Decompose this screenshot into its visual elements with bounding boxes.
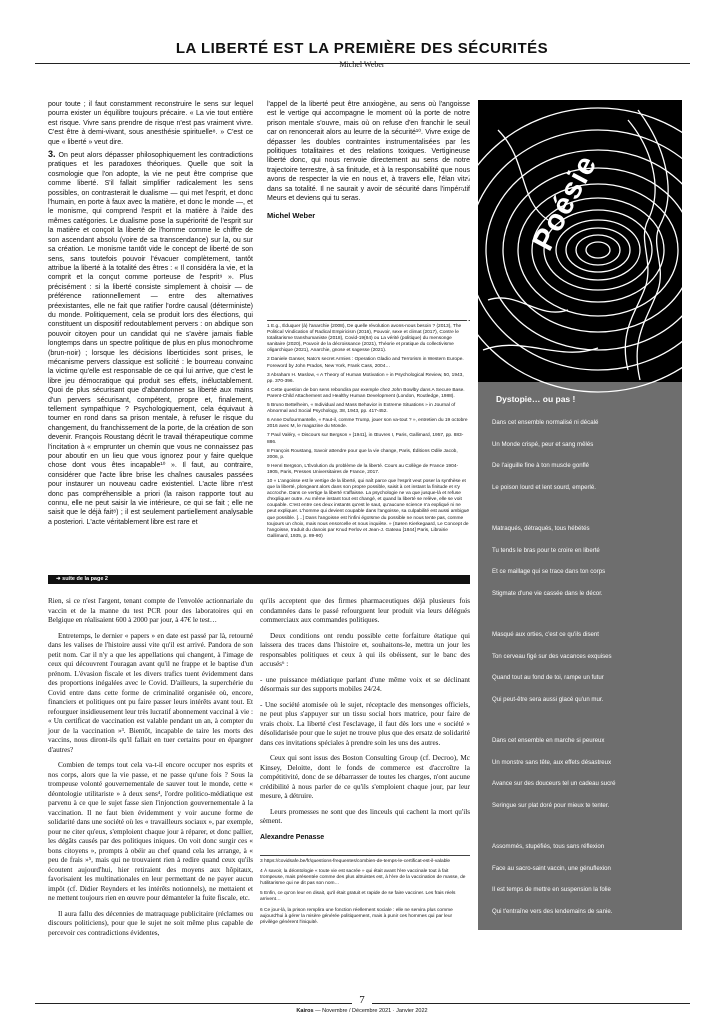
poem-line: Qui peut-être sera aussi glacé qu'un mur. (492, 695, 604, 703)
article-column-2 (267, 100, 470, 320)
poem-line: Le poison lourd et lent sourd, emperlé. (492, 483, 596, 491)
article-paragraph-text: On peut alors dépasser philosophiquement les contradictions pratiques et les paradoxes théoriques. Quelle que soit la cosmologie que l'on adopte, la vie ne peut être comprise que comme liberté. S'il fallait simplifier radicalement les sens possibles, on contrasterait le dualisme — qui met l'esprit, et donc l'humain, en porte à faux avec la matière, et donc le monde —, et le monisme, qui comprend l'esprit et la matière à l'aide des mêmes catégories. Le dualisme pose la supériorité de l'esprit sur la matière et conçoit la liberté de l'homme comme le chiffre de son ascendant absolu (voire de sa transcendance) sur la, ou sur sa création. Le monisme tantôt vide le concept de liberté de son sens, sans toutefois pouvoir l'évacuer complètement, tantôt attribue la liberté à la totalité des êtres : « Il considéra la vie, et la comprit et la conçut comme porteuse de l'esprit⁹ ». Plus précisément : si la liberté consiste simplement à choisir — de préférence rationnellement — entre des alternatives préexistantes, elle ne fait que ratifier l'ordre causal (déterministe) du monde. Politiquement, cela se produit lors des élections, qui constituent un dispositif redoutablement pervers : on abdique son pouvoir citoyen pour un candidat qui ne s'avère jamais fiable longtemps dans un spectre politique de plus en plus monochrome (brun-noir) ; lorsque les décisions liberticides sont prises, le mécanisme pervers classique est sollicité : le bourreau convainc la victime qu'elle est responsable de ce qui lui arrive, que c'est le libre jeu démocratique qui produit ses effets, inéluctablement. Quoi de plus sécurisant que d'abandonner sa liberté aux mains d'un pervers sécurisant, compétent, propre et, finalement, tellement sympathique ? Psychologiquement, cela équivaut à tourner en rond dans sa prison mentale, à refuser le risque du changement, du franchissement de la porte, de la création de son devenir. François Roustang décrit le travail thérapeutique comme l'incitation à « emprunter un chemin que vous ne connaissez pas pour aboutir en un lieu que vous ignorez pour y faire quelque chose dont vous êtes incapable¹⁰ ». Il faut, au contraire, considérer que l'acte libre brise les chaînes causales passées pour instaurer un nouveau cadre existentiel. L'acte libre n'est donc pas compréhensible a priori (la raison rapporte tout au connu, elle ne peut saisir la vie intérieure, ce qui se fait ; elle ne saisit que le déjà fait⁸) ; il est seulement partiellement analysable a posteriori. L'acte véritablement libre est rare et (48, 152, 253, 526)
article-paragraph: Ceux qui sont issus des Boston Consulting Group (cf. Decroo), Mc Kinsey, Deloitte, dont le fonds de commerce est d'accroître la compétitivité, donc de se débarrasser de toutes les charges, n'ont aucune crédibilité à nous parler de ce qu'ils s'emploient chaque jour, par leur mesure, à détruire. (260, 754, 470, 800)
poem-illustration (478, 100, 682, 382)
footnote: 3 https://covidsafe.be/fr/questions-frequentes/combien-de-temps-le-certificat-est-il-valable (260, 859, 451, 864)
footnote: 8 François Roustang, Savoir attendre pour que la vie change, Paris, Éditions Odile Jacob, 2006, p. (267, 448, 458, 460)
footnote: 4 À savoir, la déontologie « toute vie est sacrée » qui était avant l'ère vaccinale tout à fait trompeuse, mais présentée comme des plus altruistes est, à l'ère de la vaccination de masse, de l'utilitarisme qui ne dit pas son nom… (260, 869, 466, 887)
poem-line: Quand tout au fond de toi, rampe un futur (492, 674, 604, 681)
article-paragraph: Rien, si ce n'est l'argent, tenant compte de l'envolée actionnariale du vaccin et de la manne du test PCR pour des laboratoires qui en Belgique en réalisaient 600 à 2000 par jour, à 47€ le test… (48, 597, 253, 624)
article-paragraph: - une puissance médiatique parlant d'une même voix et se déclinant désormais sur des supports mobiles 24/24. (260, 675, 470, 693)
poem-line: Dans cet ensemble en marche si peureux (492, 737, 605, 744)
poem-line: Masqué aux orties, c'est ce qu'ils disent (492, 631, 599, 638)
section-number: 3. (48, 149, 56, 160)
poem-title: Dystopie… ou pas ! (496, 394, 576, 404)
footnote: 4 Cette question de bon sens rebondira par exemple chez John Bowlby dans A Secure Base. Parent-Child Attachement and Healthy Human Development (London, Routledge, 1988). (267, 387, 465, 399)
footnote: 5 Bruno Bettelheim, « Individual and Mass Behavior in Extreme Situations » in Journal of Abnormal and Social Psychology, 38, 1943, pp. 417-452. (267, 403, 456, 415)
article-paragraph: - Une société atomisée où le sujet, réceptacle des mensonges officiels, ne peut plus s'appuyer sur un tissu social hors matrice, pour faire de vrais choix. La liberté c'est l'esclavage, il faut dès lors une « société » désolidarisée pour que le sujet ne trouve plus que des ersatz de solidarité dans ces invitations spéciales à prendre soin les uns des autres. (260, 700, 470, 747)
poem-stanza (492, 518, 682, 604)
second-article-column-1 (48, 597, 253, 945)
continued-from-banner: ➜ suite de la page 2 (48, 575, 470, 584)
footnote: 9 Henri Bergson, L'Évolution du problème de la liberté. Cours au Collège de France 1904-1905, Paris, Presses Universitaires de France, 2017. (267, 463, 459, 475)
swirl-illustration (478, 100, 682, 382)
poem-line: Ton cerveau figé sur des vacances exquises (492, 652, 612, 660)
poem-illustration-word: Poésie (526, 149, 604, 256)
article-paragraph (48, 150, 253, 527)
article-paragraph: l'appel de la liberté peut être anxiogène, au sens où l'angoisse est le vertige qui accompagne le moment où la porte de notre prison mentale s'ouvre, mais où on refuse d'en franchir le seuil car on renoncerait alors au leurre de la sécurité¹⁰. Vivre exige de dépasser les doubles contraintes instrumentalisées par les politiques totalitaires et des relations toxiques. Vertigineuse liberté donc, qui nous renvoie directement au sens de notre trajectoire terrestre, à sa finitude, et à la responsabilité que nous avons de respecter la vie en nous et, à travers elle, l'élan vital dans sa totalité. Il ne saurait y avoir de sécurité dans l'impératif Meurs et deviens qui tu seras. (267, 101, 470, 203)
poem-line: De l'aiguille fine à ton muscle gonflé (492, 462, 590, 469)
poem-sidebar (478, 100, 682, 976)
page-number: 7 (352, 994, 372, 1006)
header-rule (35, 63, 690, 64)
poem-line: Il est temps de mettre en suspension la folie (492, 886, 611, 893)
second-footnotes (260, 855, 470, 955)
article-paragraph: Il aura fallu des décennies de matraquage publicitaire (réclames ou discours politiciens), pour que le sujet ne soit même plus capable de percevoir ces contradictions évidentes, (48, 909, 253, 937)
footnote: 10 « L'angoisse est le vertige de la liberté, qui naît parce que l'esprit veut poser la synthèse et que la liberté, plongeant alors dans son propre possible, saisit à cet instant la finitude et s'y accroche. Dans ce vertige la liberté s'affaisse. La psychologie ne va que jusque-là et refuse d'expliquer outre. Au même instant tout est changé, et quand la liberté se relève, elle se voit coupable. C'est entre ces deux instants qu'est le saut, qu'aucune science n'a expliqué ni ne peut expliquer. L'homme qui devient coupable dans l'angoisse, sa culpabilité est aussi ambiguë que possible. […] Dans l'angoisse est l'infini égoïsme du possible ne nous tente pas, comme toujours un choix, mais nous ensorcelle et nous inquiète. » (Søren Kierkegaard, Le Concept de l'angoisse, traduit du danois par Knud Ferlov et Jean-J. Gateau [1844] Paris, Librairie Gallimard, 1935, p. 89-90) (267, 478, 470, 539)
footnote: 1 E.g., Éduquer (à) l'anarchie (2008), De quelle révolution avons-nous besoin ? (2013), The Political Vindication of Radical Empiricism (2016), Pouvoir, sexe et climat (2017), Contre le totalitarisme transhumaniste (2018), Covid-19(84) ou La vérité (politique) du mensonge sanitaire (2020), Pouvoir de la décroissance (2021), Théorie et pratique du collectivisme oligarchique (2021), Anarchie, gnose et sagesse (2021). (267, 324, 462, 354)
article-signature: Alexandre Penasse (260, 833, 325, 841)
poem-line: Et ce maillage qui se trace dans ton corps (492, 568, 606, 575)
poem-stanza (492, 412, 682, 498)
article-paragraph: Deux conditions ont rendu possible cette forfaiture étatique qui laissera des traces dans l'histoire et, souhaitons-le, mettra un jour les responsables politiques et ceux à qui ils obéissent, sur le banc des accusés⁶ : (260, 631, 470, 668)
article-paragraph: Leurs promesses ne sont que des linceuls qui cachent la mort qu'ils sèment. (260, 807, 470, 825)
poem-line: Assommés, stupéfiés, tous sans réflexion (492, 843, 605, 850)
article-paragraph: Entretemps, le dernier « papers » en date est passé par là, retourné dans les valises de l'histoire aussi vite qu'il est arrivé. Pandora de son petit nom. Car il n'y a que les appellations qui changent, à l'image de ceux qui découvrent l'ouragan avant qu'il ne frappe et le baptise d'un prénom. L'évasion fiscale et les divers trafics tuent évidemment dans des proportions inégalées avec le Covid. D'ailleurs, la superchérie du Covid entre dans cette forme de criminalité organisée où, encore, financiers et politiques ont pu faire passer leurs intérêts avant tout. Et refourguer insidieusement leur très lucratif abonnement vaccinal à vie : « Un certificat de vaccination est valable pendant un an, à compter du jour de la vaccination »³. Bientôt, incapable de taire les morts des vaccins, nous diront-ils qu'il fallait en tuer certains pour en épargner d'autres? (48, 631, 253, 754)
footer-publication (0, 1008, 724, 1014)
poem-line: Un Monde crispé, peur et sang mêlés (492, 440, 594, 448)
footnote: 7 Paul Valéry, « Discours sur Bergson » [1941], in Œuvres I, Paris, Gallimard, 1957, pp. 883-886. (267, 433, 464, 445)
poem-line: Un monstre sans tête, aux effets désastreux (492, 758, 612, 766)
article-column-1 (48, 100, 253, 570)
poem-line: Tu tends le bras pour te croire en liberté (492, 546, 600, 554)
page-header (0, 40, 724, 69)
header-author: Michel Weber (339, 60, 385, 69)
footnote: 5 Enfin, ce qu'on leur en disait, qu'il était gratuit et rapide de se faire vacciner. Les frais réels arrivent… (260, 891, 456, 903)
poem-line: Dans cet ensemble normalisé ni décalé (492, 419, 599, 426)
article-paragraph: pour toute ; il faut constamment reconstruire le sens sur lequel pourra exister un équilibre toujours précaire. « La vie tout entière est risque. Vivre sans prendre de risque n'est pas vraiment vivre. C'est être à demi-vivant, sous anesthésie spirituelle⁸. » C'est ce que « liberté » veut dire. (48, 101, 253, 146)
footnotes (267, 320, 470, 570)
page-title: LA LIBERTÉ EST LA PREMIÈRE DES SÉCURITÉS (175, 40, 549, 57)
poem-body (478, 404, 682, 922)
article-paragraph: Combien de temps tout cela va-t-il encore occuper nos esprits et nos corps, alors que la vie passe, et ne passe qu'une fois ? Sous la trompeuse volonté gouvernementale de sauver tout le monde, cette « déontologie utilitariste » à deux sens⁴, l'ordre politico-médiatique est parvenu à ce que le sujet fasse sien l'injonction gouvernementale à la vaccination. Il ne faut bien évidemment y voir aucune forme de solidarité dans une société où les « travailleurs sociaux », par exemple, pour ne citer qu'eux, s'emploient chaque jour à réparer, et donc pallier, les dégâts causés par des politiques iniques. On voit donc surgir ces « bons citoyens », prompts à obéir au chef quand cela les arrange, à « peu de frais »⁵, mais qui ne trouvaient rien à redire quand ceux qu'ils écoutent aujourd'hui, hier retiraient des moyens aux hôpitaux, favorisaient les multinationales en leur permettant de ne payer aucun impôt (cf. Didier Reynders et les intérêts notionnels), ne mettaient et ne mettent toujours rien en œuvre pour démanteler la fuite fiscale, etc. (48, 761, 253, 902)
publication-name: Kairos (296, 1008, 314, 1014)
poem-stanza (492, 730, 682, 816)
poem-line: Stigmate d'une vie cassée dans le décor. (492, 589, 603, 597)
poem-line: Face au sacro-saint vaccin, une génuflexion (492, 864, 611, 872)
footnote: 6 Anne Dufourmantelle, « Faut-il, comme Trump, jouer son va-tout ? », entretien du 19 octobre 2016 avec M, le magazine du Monde. (267, 418, 468, 430)
poem-author: Marie-Ange Herman (506, 969, 561, 976)
poem-line: Avance sur des douceurs tel un cadeau sucré (492, 780, 616, 787)
poem-line: Qui t'entraîne vers des lendemains de sanie. (492, 907, 613, 915)
second-article-column-2 (260, 597, 470, 845)
poem-stanza (492, 624, 682, 710)
footnote: 3 Abraham H. Maslow, « A Theory of Human Motivation » in Psychological Review, 50, 1943, pp. 370-396. (267, 372, 464, 384)
issue-date: — Novembre / Décembre 2021 · Janvier 2022 (315, 1008, 428, 1014)
footnote: 2 Daniele Ganser, Nato's secret Armies : Operation Gladio and Terrorism in Western Europe. Foreword by John Prados, New York, Frank Cass, 2004… (267, 357, 464, 369)
poem-line: Matraqués, détraqués, tous hébétés (492, 525, 590, 532)
poem-closing: Dystopie… ou pas ! (492, 942, 546, 949)
poem-stanza (492, 836, 682, 922)
article-paragraph: qu'ils acceptent que des firmes pharmaceutiques déjà plusieurs fois condamnées dans le passé refourguent leur produit via leurs délégués commerciaux aux commandes politiques. (260, 597, 470, 624)
article-signature: Michel Weber (267, 211, 316, 221)
poem-line: Seringue sur plat doré pour mieux te tenter. (492, 801, 610, 809)
footnote: 6 Ce jour-là, la prison remplira une fonction réellement sociale : elle ne servira plus comme aujourd'hui à gérer la misère générée politiquement, mais à punir ces hommes qui par leur privilège génèrent l'iniquité. (260, 907, 453, 925)
